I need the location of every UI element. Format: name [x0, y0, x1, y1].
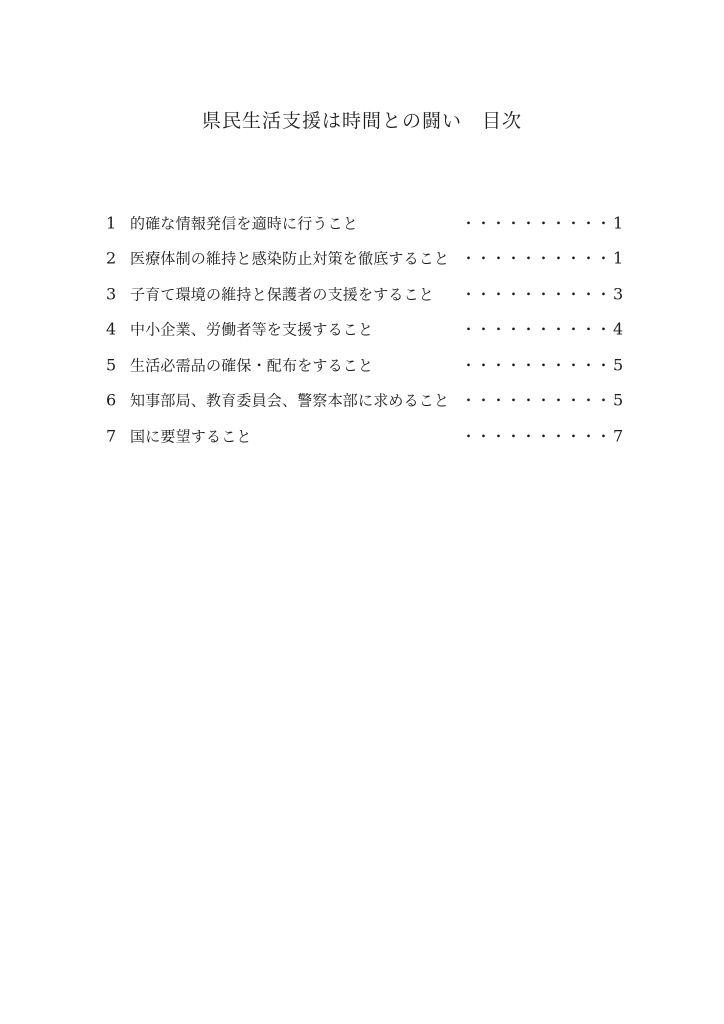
- dot-leader: ・・・・・・・・・・: [461, 214, 612, 233]
- toc-entry-number: 3: [106, 284, 117, 304]
- toc-entry: [105, 383, 645, 419]
- toc-entry-number: 2: [106, 248, 117, 268]
- toc-entry-label: 国に要望すること: [130, 427, 252, 446]
- toc-entry-page-number: 4: [613, 319, 624, 339]
- toc-entry: [105, 312, 645, 348]
- dot-leader: ・・・・・・・・・・: [461, 427, 612, 446]
- toc-entry-leader: [461, 283, 623, 304]
- toc-entry-leader: [461, 248, 623, 269]
- toc-entry-page-number: 1: [613, 213, 624, 233]
- toc-entry-leader: [461, 354, 623, 375]
- toc-entry-page-number: 5: [613, 390, 624, 410]
- toc-entry-number: 5: [106, 355, 117, 375]
- dot-leader: ・・・・・・・・・・: [461, 391, 612, 410]
- toc-entry-leader: [461, 390, 623, 411]
- toc-entry: [105, 276, 645, 312]
- toc-entry: [105, 347, 645, 383]
- toc-entry: [105, 241, 645, 277]
- toc-entry-number: 7: [106, 426, 117, 446]
- toc-entry-label: 知事部局、教育委員会、警察本部に求めること: [130, 391, 450, 410]
- toc-entry-leader: [461, 319, 623, 340]
- toc-entry-page-number: 5: [613, 355, 624, 375]
- toc-entry-leader: [461, 425, 623, 446]
- toc-entry-page-number: 7: [613, 426, 624, 446]
- dot-leader: ・・・・・・・・・・: [461, 249, 612, 268]
- toc-entry-label: 子育て環境の維持と保護者の支援をすること: [130, 285, 435, 304]
- toc-entry-label: 中小企業、労働者等を支援すること: [130, 320, 374, 339]
- page-title: 県民生活支援は時間との闘い 目次: [201, 110, 522, 132]
- toc-entry-page-number: 3: [613, 284, 624, 304]
- toc-entry-number: 4: [106, 319, 117, 339]
- toc-entry-label: 的確な情報発信を適時に行うこと: [130, 214, 359, 233]
- dot-leader: ・・・・・・・・・・: [461, 285, 612, 304]
- toc-entry-label: 医療体制の維持と感染防止対策を徹底すること: [130, 249, 450, 268]
- toc-entry-page-number: 1: [613, 248, 624, 268]
- toc-entry: [105, 205, 645, 241]
- toc-entry-label: 生活必需品の確保・配布をすること: [130, 356, 374, 375]
- dot-leader: ・・・・・・・・・・: [461, 356, 612, 375]
- toc-entry: [105, 418, 645, 454]
- dot-leader: ・・・・・・・・・・: [461, 320, 612, 339]
- table-of-contents: [105, 205, 645, 454]
- toc-entry-number: 6: [106, 390, 117, 410]
- toc-entry-leader: [461, 212, 623, 233]
- toc-entry-number: 1: [106, 213, 117, 233]
